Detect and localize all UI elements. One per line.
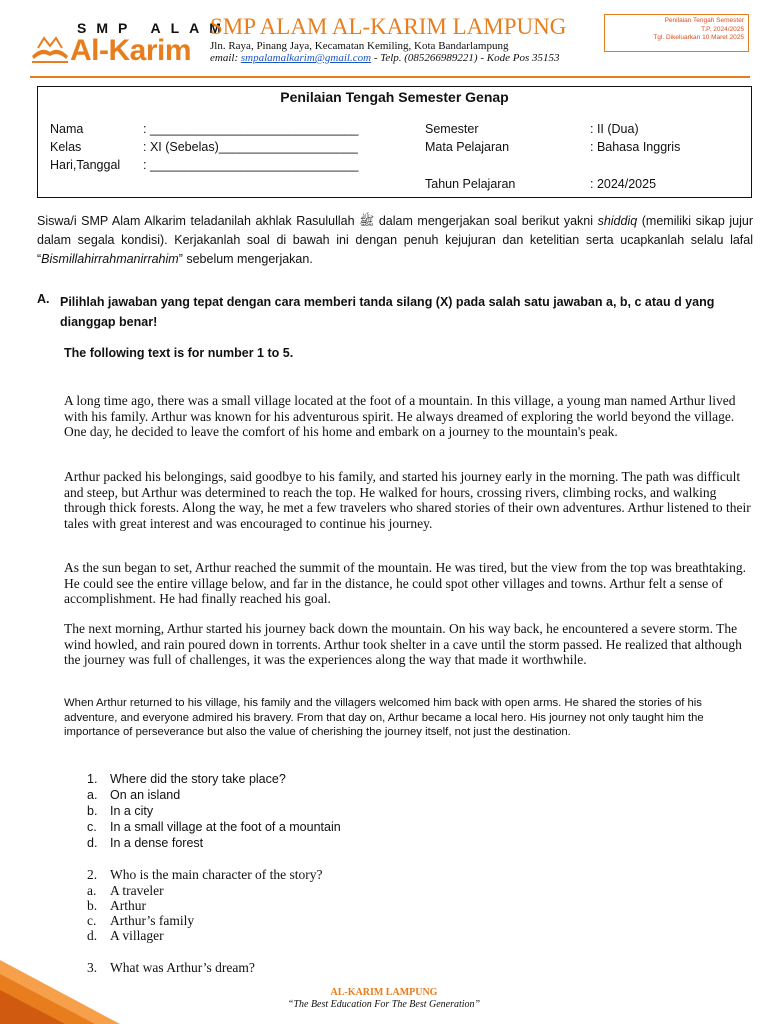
field-semester-value: : II (Dua) [590,122,639,136]
school-address: Jln. Raya, Pinang Jaya, Kecamatan Kemiling, Kota Bandarlampung [210,40,509,52]
field-label-name: Nama [50,122,84,136]
intro-part-1: Siswa/i SMP Alam Alkarim teladanilah akhlak Rasulullah ﷺ dalam mengerjakan soal berikut yakni [37,214,598,228]
field-class-value: : XI (Sebelas)____________________ [143,140,358,154]
q2-option-a[interactable]: A traveler [110,883,164,898]
q2-option-b-letter: b. [87,898,98,913]
text-subheading: The following text is for number 1 to 5. [64,346,294,360]
meta-line-1: Penilaian Tengah Semester [664,17,744,24]
question-2-number: 2. [87,867,98,882]
email-link[interactable]: smpalamalkarim@gmail.com [240,52,372,64]
intro-shiddiq: shiddiq [597,214,638,228]
q2-option-a-letter: a. [87,883,97,898]
footer-motto: The Best Education For The Best Generation [293,999,475,1010]
q1-option-b[interactable]: In a city [110,804,154,818]
field-label-class: Kelas [50,140,82,154]
q2-option-c[interactable]: Arthur’s family [110,913,195,928]
q2-option-c-letter: c. [87,913,97,928]
story-paragraph-4: The next morning, Arthur started his journey back down the mountain. On his way back, he encountered a severe storm. The wind howled, and rain poured down in torrents. Arthur took shelter in a cave until the storm passed. He realized that although the journey was full of challenges, it was the experiences along the way that made it worthwhile. [64,621,742,667]
field-school-year-value: : 2024/2025 [590,177,657,191]
q1-option-c[interactable]: In a small village at the foot of a mountain [110,820,341,834]
footer-close-quote: ” [474,999,481,1010]
field-day-date-input[interactable]: : ______________________________ [143,158,359,172]
intro-part-3: ” sebelum mengerjakan. [178,252,313,266]
document-meta-box [604,14,749,52]
meta-line-3: Tgl. Dikeluarkan 10 Maret 2025 [653,34,744,41]
field-label-school-year: Tahun Pelajaran [425,177,516,191]
footer-motto-line [0,999,768,1010]
header-divider [30,76,750,78]
section-a-instruction: Pilihlah jawaban yang tepat dengan cara memberi tanda silang (X) pada salah satu jawaban a, b, c atau d yang dianggap benar! [60,295,715,329]
footer-title: AL-KARIM LAMPUNG [330,987,438,998]
email-label: email: [210,52,241,64]
footer-open-quote: “ [287,999,294,1010]
q2-option-d-letter: d. [87,928,98,943]
instruction-paragraph [37,212,753,269]
question-1-text: Where did the story take place? [110,772,286,786]
q1-option-c-letter: c. [87,820,97,834]
section-a-number: A. [37,292,50,306]
question-3-number: 3. [87,960,98,975]
phone-post: - Telp. (085266989221) - Kode Pos 35153 [371,52,560,64]
book-logo-icon [30,36,70,66]
q1-option-a-letter: a. [87,788,98,802]
logo-name: Al-Karim [70,34,192,67]
field-label-day-date: Hari,Tanggal [50,158,121,172]
q1-option-a[interactable]: On an island [110,788,181,802]
field-label-semester: Semester [425,122,479,136]
q1-option-b-letter: b. [87,804,98,818]
story-paragraph-3: As the sun began to set, Arthur reached the summit of the mountain. He was tired, but the view from the top was breathtaking. He could see the entire village below, and far in the distance, he could spot other villages and towns. Arthur felt a sense of accomplishment. He had finally reached his goal. [64,560,746,606]
intro-part-2: (memiliki sikap jujur dalam segala kondisi). Kerjakanlah soal di bawah ini dengan penuh kejujuran dan ketelitian serta ucapkanlah selalu lafal “ [37,214,753,266]
meta-line-2: T.P. 2024/2025 [701,25,744,33]
question-2-text: Who is the main character of the story? [110,867,323,882]
q2-option-d[interactable]: A villager [110,928,164,943]
field-name-input[interactable]: : ______________________________ [143,122,359,136]
exam-title: Penilaian Tengah Semester Genap [280,89,509,105]
story-paragraph-2: Arthur packed his belongings, said goodbye to his family, and started his journey early in the morning. The path was difficult and steep, but Arthur was determined to reach the top. He walked for hours, crossing rivers, climbing rocks, and walking through thick forests. Along the way, he met a few travelers who shared stories of their own adventures. Arthur listened to their tales with great interest and was encouraged to continue his journey. [64,469,751,531]
q1-option-d-letter: d. [87,836,98,850]
school-contact [210,52,559,64]
field-subject-value: : Bahasa Inggris [590,140,681,154]
question-1-number: 1. [87,772,98,786]
q2-option-b[interactable]: Arthur [110,898,146,913]
logo-top-text: SMP ALAM [77,20,231,36]
q1-option-d[interactable]: In a dense forest [110,836,204,850]
story-paragraph-1: A long time ago, there was a small village located at the foot of a mountain. In this village, a young man named Arthur lived with his family. Arthur was known for his adventurous spirit. He always dreamed of exploring the world beyond the village. One day, he decided to leave the comfort of his home and embark on a journey to the mountain's peak. [64,393,736,439]
question-3-text: What was Arthur’s dream? [110,960,255,975]
school-name: SMP ALAM AL-KARIM LAMPUNG [210,14,567,39]
intro-basmalah: Bismillahirrahmanirrahim [41,252,179,266]
field-label-subject: Mata Pelajaran [425,140,510,154]
story-paragraph-5: When Arthur returned to his village, his family and the villagers welcomed him back with open arms. He shared the stories of his adventure, and everyone admired his bravery. From that day on, Arthur became a local hero. His journey not only taught him the importance of perseverance but also the value of cherishing the journey itself, not just the destination. [64,697,704,738]
